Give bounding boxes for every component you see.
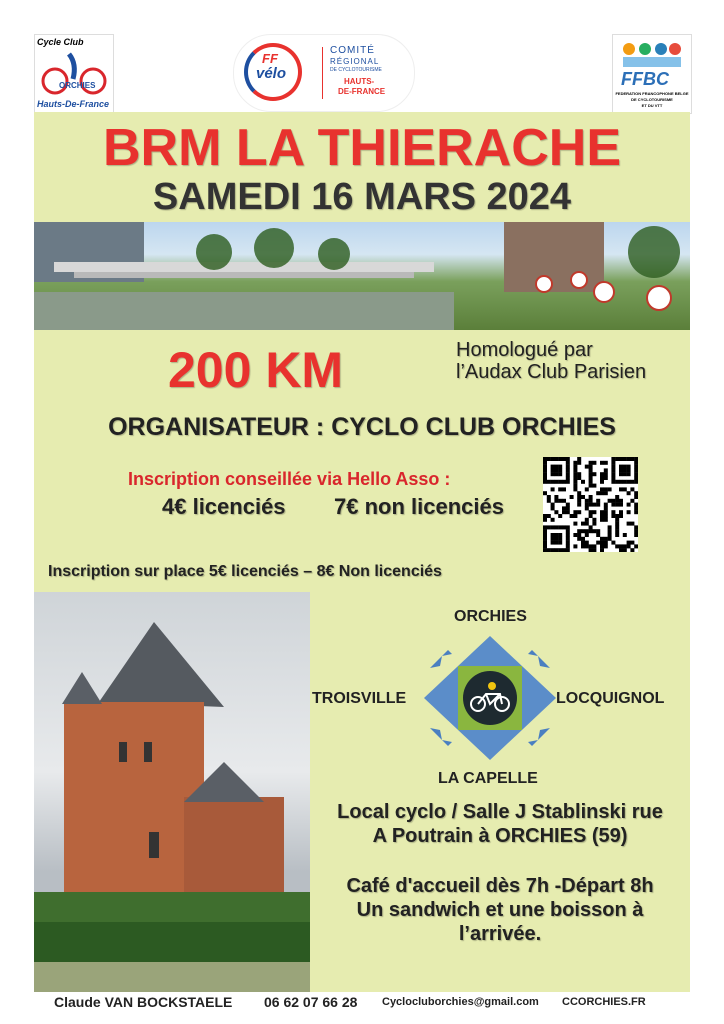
route-east: LOCQUIGNOL: [556, 690, 665, 707]
ffbc-caption3: ET DU VTT: [641, 103, 663, 108]
route-west: TROISVILLE: [312, 690, 407, 707]
logo-line3: Hauts-De-France: [37, 99, 110, 109]
schedule-line2: Un sandwich et une boisson à: [356, 899, 644, 921]
arrow-down-left-icon: [430, 728, 452, 746]
event-title: BRM LA THIERACHE: [102, 119, 622, 177]
route-north: ORCHIES: [454, 608, 527, 625]
footer-email[interactable]: Cycloclub​orchies@gmail.com: [382, 996, 539, 1008]
photo-scene: [34, 222, 690, 330]
footer: [34, 994, 690, 1014]
cyclotourisme-text: DE CYCLOTOURISME: [330, 67, 382, 73]
ffbc-logo: [612, 34, 692, 114]
cycle-club-orchies-logo: [34, 34, 114, 114]
ffbc-caption2: DE CYCLOTOURISME: [631, 97, 673, 102]
ffbc-figures-icon: [619, 41, 685, 71]
arrow-down-right-icon: [528, 728, 550, 746]
rider-head: [488, 682, 496, 690]
church-scene: [34, 592, 310, 992]
comite-text: COMITÉ: [330, 45, 375, 56]
route-south: LA CAPELLE: [438, 770, 538, 787]
event-date: SAMEDI 16 MARS 2024: [152, 176, 572, 218]
online-registration-label: Inscription conseillée via Hello Asso :: [128, 469, 451, 489]
ffbc-caption1: FEDERATION FRANCOPHONE BELGE: [615, 91, 689, 96]
route-diagram: [420, 632, 560, 764]
organizer: ORGANISATEUR : CYCLO CLUB ORCHIES: [108, 413, 616, 441]
schedule-line3: l’arrivée.: [458, 923, 542, 945]
price-unlicensed: 7€ non licenciés: [334, 494, 504, 519]
arrow-up-right-icon: [528, 650, 550, 668]
velo-text: vélo: [256, 65, 287, 82]
footer-name: Claude VAN BOCKSTAELE: [54, 994, 233, 1010]
cyclists-photo: [34, 222, 690, 330]
venue-line1: Local cyclo / Salle J Stablinski rue: [337, 801, 663, 823]
venue-line2: A Poutrain à ORCHIES (59): [372, 825, 628, 847]
price-licensed: 4€ licenciés: [162, 494, 286, 519]
homologation-line2: l’Audax Club Parisien: [456, 361, 647, 383]
church-photo: [34, 592, 310, 992]
qr-code-pattern: [543, 457, 638, 552]
footer-site[interactable]: CCORCHIES.FR: [562, 996, 646, 1008]
logo-line2: ORCHIES: [59, 81, 96, 90]
logo-divider: [322, 47, 323, 99]
footer-phone: 06 62 07 66 28: [264, 994, 358, 1010]
logo-line1: Cycle Club: [37, 37, 84, 47]
region-line1: HAUTS-: [344, 77, 375, 86]
ff-velo-logo: [233, 34, 415, 112]
ffbc-mark: FFBC: [621, 69, 669, 89]
qr-code[interactable]: [543, 457, 638, 552]
region-line2: DE-FRANCE: [338, 87, 386, 96]
bike-circle: [463, 671, 517, 725]
schedule-line1: Café d'accueil dès 7h -Départ 8h: [346, 875, 654, 897]
ff-text: FF: [262, 51, 278, 66]
distance: 200 KM: [168, 342, 344, 398]
arrow-up-left-icon: [430, 650, 452, 668]
cyclist-icon: [39, 49, 109, 99]
homologation-line1: Homologué par: [456, 339, 593, 361]
onsite-registration: Inscription sur place 5€ licenciés – 8€ Non licenciés: [48, 563, 442, 580]
regional-text: RÉGIONAL: [330, 57, 380, 66]
